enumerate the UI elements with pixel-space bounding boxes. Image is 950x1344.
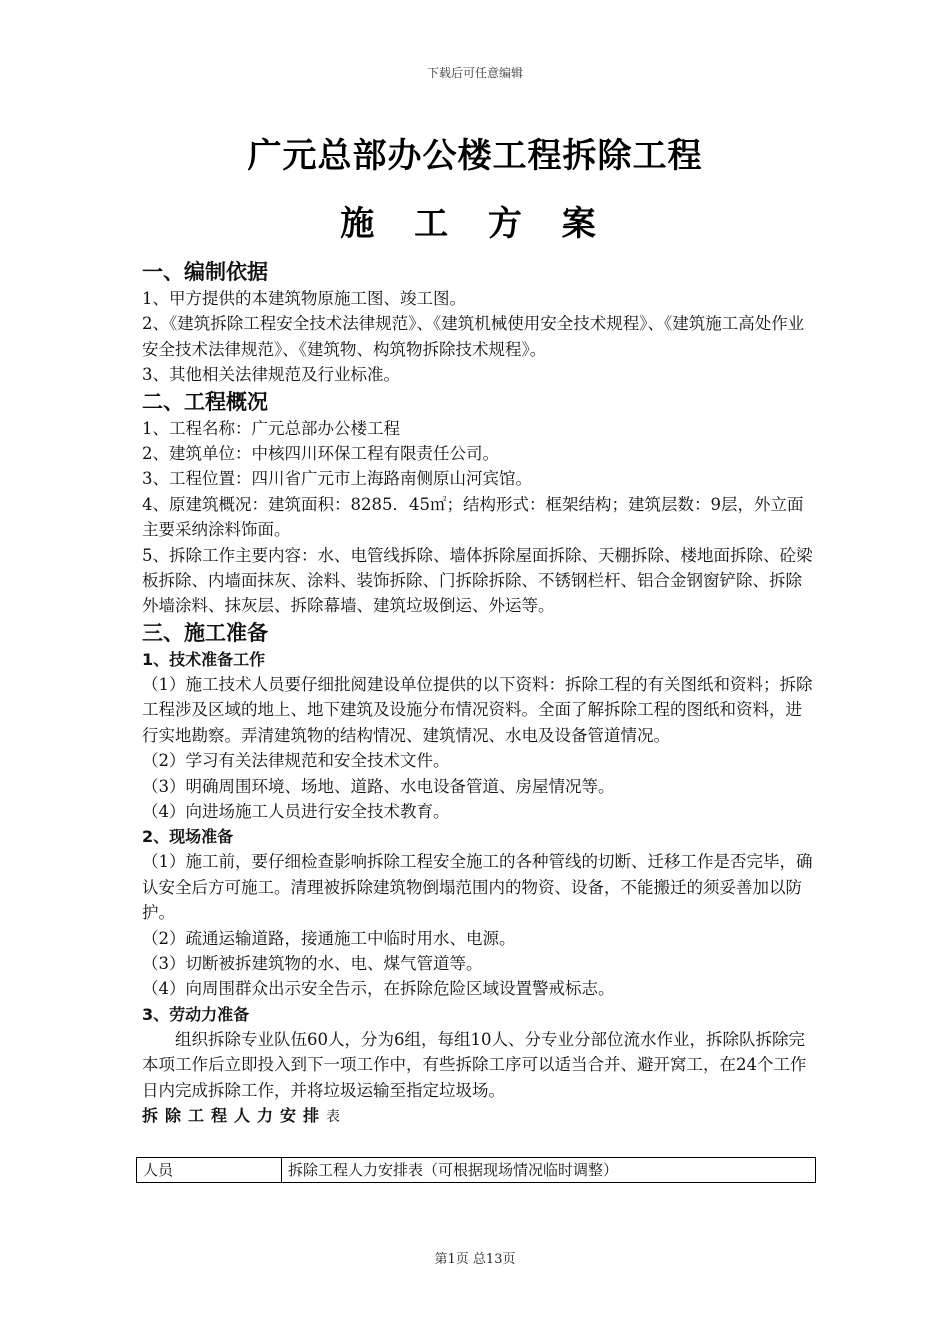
document-subtitle: 施 工 方 案	[340, 204, 610, 244]
subsection-heading: 2、现场准备	[142, 827, 234, 847]
document-body	[142, 258, 818, 1130]
paragraph: 组织拆除专业队伍60人，分为6组，每组10人、分专业分部位流水作业，拆除队拆除完本项工作后立即投入到下一项工作中，有些拆除工序可以适当合并、避开窝工，在24个工作日内完成拆除工作，并将垃圾运输至指定垃圾场。	[142, 1029, 807, 1100]
paragraph: （3）明确周围环境、场地、道路、水电设备管道、房屋情况等。	[142, 776, 615, 796]
subsection-heading: 1、技术准备工作	[142, 649, 266, 669]
paragraph: 3、工程位置：四川省广元市上海路南侧原山河宾馆。	[142, 469, 532, 489]
header-note: 下载后可任意编辑	[426, 66, 523, 80]
subsection-heading: 3、劳动力准备	[142, 1004, 250, 1024]
paragraph: 3、其他相关法律规范及行业标准。	[142, 365, 400, 385]
section-heading: 三、施工准备	[142, 620, 268, 645]
table-cell-personnel: 人员	[137, 1158, 282, 1183]
paragraph: （1）施工前，要仔细检查影响拆除工程安全施工的各种管线的切断、迁移工作是否完毕，确认安全后方可施工。清理被拆除建筑物倒塌范围内的物资、设备，不能搬迁的须妥善加以防护。	[142, 852, 813, 923]
paragraph: （2）学习有关法律规范和安全技术文件。	[142, 751, 450, 771]
table-caption	[142, 1103, 818, 1130]
table-cell-arrangement: 拆除工程人力安排表（可根据现场情况临时调整）	[282, 1158, 816, 1183]
document-title: 广元总部办公楼工程拆除工程	[247, 136, 703, 176]
table-caption-main: 拆除工程人力安排	[142, 1105, 327, 1125]
table-row	[137, 1158, 816, 1183]
paragraph: （4）向进场施工人员进行安全技术教育。	[142, 801, 450, 821]
paragraph: （2）疏通运输道路，接通施工中临时用水、电源。	[142, 928, 516, 948]
paragraph: 2、《建筑拆除工程安全技术法律规范》、《建筑机械使用安全技术规程》、《建筑施工高处作业安全技术法律规范》、《建筑物、构筑物拆除技术规程》。	[142, 314, 805, 359]
paragraph: 5、拆除工作主要内容：水、电管线拆除、墙体拆除屋面拆除、天棚拆除、楼地面拆除、砼梁板拆除、内墙面抹灰、涂料、装饰拆除、门拆除拆除、不锈钢栏杆、铝合金钢窗铲除、拆除外墙涂料、抹灰层、拆除幕墙、建筑垃圾倒运、外运等。	[142, 545, 813, 616]
paragraph: 2、建筑单位：中核四川环保工程有限责任公司。	[142, 444, 499, 464]
section-heading: 一、编制依据	[142, 260, 268, 284]
paragraph: 1、工程名称：广元总部办公楼工程	[142, 418, 400, 438]
table-caption-suffix: 表	[326, 1108, 341, 1125]
paragraph: 4、原建筑概况：建筑面积：8285．45㎡；结构形式：框架结构；建筑层数：9层，外立面主要采纳涂料饰面。	[142, 494, 804, 540]
paragraph: （3）切断被拆建筑物的水、电、煤气管道等。	[142, 953, 483, 973]
paragraph: （1）施工技术人员要仔细批阅建设单位提供的以下资料：拆除工程的有关图纸和资料；拆除工程涉及区域的地上、地下建筑及设施分布情况资料。全面了解拆除工程的图纸和资料，进行实地勘察。弄清建筑物的结构情况、建筑情况、水电及设备管道情况。	[142, 674, 813, 745]
page-footer: 第1页 总13页	[434, 1252, 516, 1267]
paragraph: 1、甲方提供的本建筑物原施工图、竣工图。	[142, 289, 466, 308]
paragraph: （4）向周围群众出示安全告示，在拆除危险区域设置警戒标志。	[142, 979, 615, 999]
labor-table	[136, 1157, 816, 1183]
section-heading: 二、工程概况	[142, 389, 268, 414]
